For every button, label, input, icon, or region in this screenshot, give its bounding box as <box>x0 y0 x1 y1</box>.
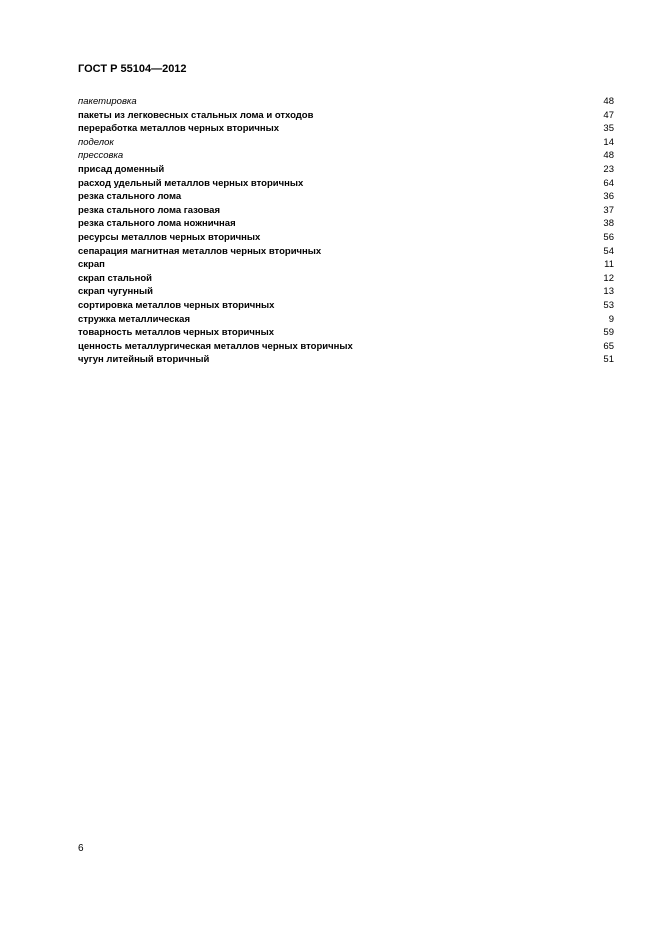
index-entry <box>78 149 614 163</box>
index-term: стружка металлическая <box>78 313 190 325</box>
index-page-ref: 65 <box>603 340 614 352</box>
index-page-ref: 51 <box>603 354 614 366</box>
index-page-ref: 13 <box>603 286 614 298</box>
index-term: присад доменный <box>78 163 165 175</box>
index-term: скрап стальной <box>78 272 152 284</box>
index-entry <box>78 163 614 177</box>
index-entry <box>78 109 614 123</box>
index-page-ref: 12 <box>603 272 614 284</box>
index-page-ref: 35 <box>603 123 614 135</box>
index-entry <box>78 313 614 327</box>
index-page-ref: 59 <box>603 327 614 339</box>
index-entry <box>78 353 614 367</box>
index-term: ценность металлургическая металлов черных вторичных <box>78 340 353 352</box>
index-term: пакетировка <box>78 96 137 107</box>
index-page-ref: 48 <box>603 96 614 107</box>
index-term: прессовка <box>78 150 124 162</box>
index-entry <box>78 299 614 313</box>
index-term: чугун литейный вторичный <box>78 354 210 366</box>
index-entry <box>78 204 614 218</box>
index-entry <box>78 122 614 136</box>
document-header: ГОСТ Р 55104—2012 <box>78 63 187 75</box>
index-page-ref: 36 <box>603 191 614 203</box>
index-term: резка стального лома газовая <box>78 204 220 216</box>
index-entry <box>78 136 614 150</box>
index-term: поделок <box>78 136 114 148</box>
index-entry <box>78 285 614 299</box>
index-entry <box>78 340 614 354</box>
index-term: скрап чугунный <box>78 286 153 298</box>
index-page-ref: 53 <box>603 299 614 311</box>
index-term: резка стального лома <box>78 191 182 203</box>
index-page-ref: 14 <box>603 136 614 148</box>
index-term: резка стального лома ножничная <box>78 218 236 230</box>
index-entry <box>78 245 614 259</box>
index-page-ref: 38 <box>603 218 614 230</box>
index-entry <box>78 177 614 191</box>
index-page-ref: 9 <box>608 313 614 325</box>
index-page-ref: 64 <box>603 177 614 189</box>
index-page-ref: 11 <box>604 259 614 271</box>
index-page-ref: 48 <box>603 150 614 162</box>
index-term: расход удельный металлов черных вторичных <box>78 177 304 189</box>
index-page-ref: 56 <box>603 231 614 243</box>
index-entry <box>78 258 614 272</box>
index-entry <box>78 231 614 245</box>
index-term: пакеты из легковесных стальных лома и отходов <box>78 109 314 121</box>
index-term: сортировка металлов черных вторичных <box>78 299 275 311</box>
index-term: скрап <box>78 259 105 271</box>
index-page-ref: 37 <box>603 204 614 216</box>
index-entry <box>78 272 614 286</box>
page-number: 6 <box>78 843 84 854</box>
index-term: переработка металлов черных вторичных <box>78 123 280 135</box>
index-page-ref: 23 <box>603 163 614 175</box>
index-page-ref: 54 <box>603 245 614 257</box>
index-entry <box>78 326 614 340</box>
index-term: товарность металлов черных вторичных <box>78 327 275 339</box>
index-entry <box>78 190 614 204</box>
alphabetical-index <box>78 95 614 367</box>
index-term: ресурсы металлов черных вторичных <box>78 231 261 243</box>
index-term: сепарация магнитная металлов черных вторичных <box>78 245 322 257</box>
index-entry <box>78 95 614 109</box>
index-page-ref: 47 <box>603 109 614 121</box>
index-entry <box>78 217 614 231</box>
